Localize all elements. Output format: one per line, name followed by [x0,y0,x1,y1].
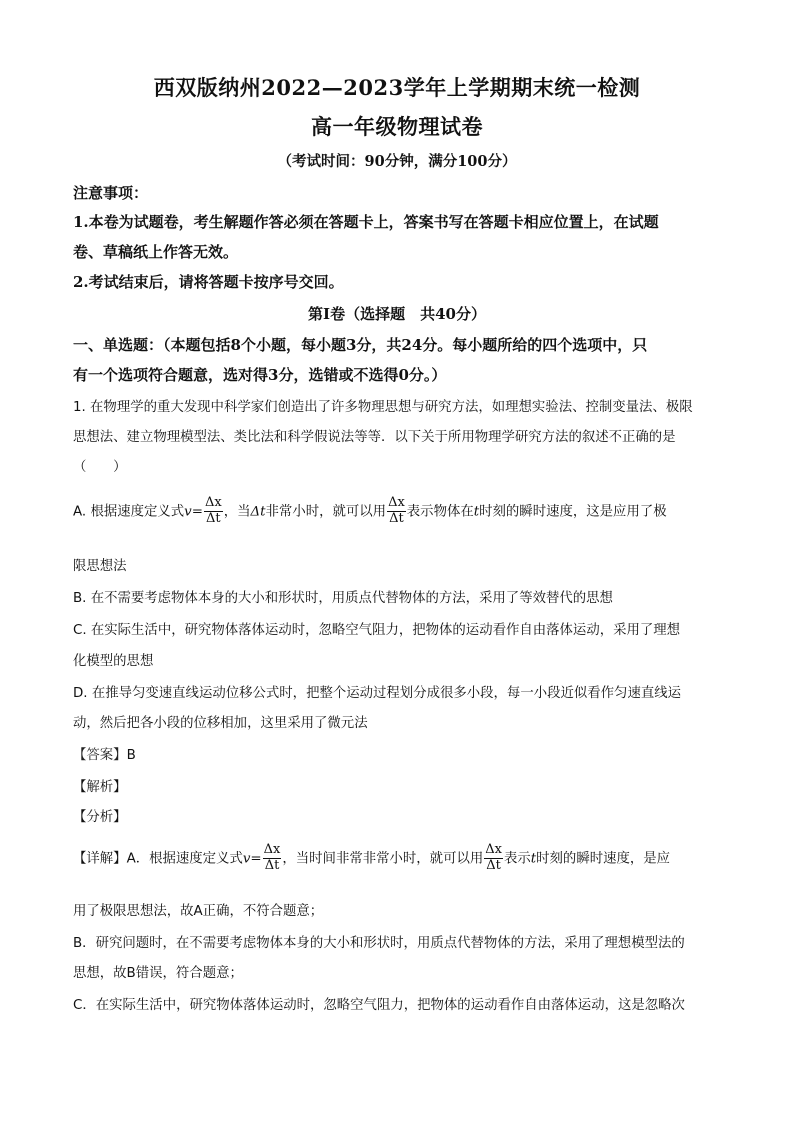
option-a-line-1 [73,496,723,527]
option-a-line-2: 限思想法 [73,559,127,574]
option-b: B. 在不需要考虑物体本身的大小和形状时，用质点代替物体的方法，采用了等效替代的思想 [73,591,613,606]
time-symbol: t [530,851,537,867]
answer-line [73,744,723,763]
question-1-stem-line-2: 思想法、建立物理模型法、类比法和科学假说法等等．以下关于所用物理学研究方法的叙述不正确的是 [73,430,676,445]
fraction-denominator: Δt [264,857,280,873]
answer-value: B [126,748,136,763]
delta-t-symbol: Δt [250,504,266,520]
fraction-numerator: Δx [388,495,405,510]
detail-a-text-1: A．根据速度定义式 [126,851,243,867]
fraction-numerator: Δx [263,842,281,857]
velocity-symbol: v= [184,504,203,520]
fraction-dx-dt-4 [484,843,503,874]
fraction-numerator: Δx [204,495,222,510]
velocity-symbol: v= [242,851,262,867]
fraction-dx-dt-3 [263,843,282,874]
option-d-line-2: 动，然后把各小段的位移相加，这里采用了微元法 [73,716,368,731]
option-a-text-5: 时刻的瞬时速度，这是应用了极 [479,504,667,520]
detail-a-text-4: 时刻的瞬时速度，是应 [536,851,671,867]
fraction-denominator: Δt [206,510,221,526]
exam-title: 西双版纳州2022—2023学年上学期期末统一检测 [153,75,641,100]
detail-b-line-2: 思想，故B错误，符合题意； [73,966,243,981]
option-a-text-4: 表示物体在 [406,504,474,520]
detail-c-line-1: C．在实际生活中，研究物体落体运动时，忽略空气阻力，把物体的运动看作自由落体运动，这是忽略次 [73,998,685,1013]
section-heading: 第I卷（选择题 共40分） [308,305,486,323]
fraction-denominator: Δt [389,510,404,526]
analysis-label: 【解析】 [73,780,127,795]
detail-a-line-1 [73,843,723,874]
option-a-text-1: A. 根据速度定义式 [73,504,185,520]
detail-a-text-3: 表示 [503,851,531,867]
option-c-line-1: C. 在实际生活中，研究物体落体运动时，忽略空气阻力，把物体的运动看作自由落体运动，采用了理想 [73,623,681,638]
fraction-dx-dt [204,496,223,527]
fraction-denominator: Δt [486,857,501,873]
part-instructions-line-1: 一、单选题：（本题包括8个小题，每小题3分，共24分。每小题所给的四个选项中，只 [73,336,648,354]
detail-a-text-2: ，当时间非常非常小时，就可以用 [282,851,484,867]
notes-heading: 注意事项： [73,184,149,202]
detail-a-line-2: 用了极限思想法，故A正确，不符合题意； [73,904,324,919]
notes-item-1-line-2: 卷、草稿纸上作答无效。 [73,243,239,261]
exam-subtitle: 高一年级物理试卷 [311,114,483,139]
option-a-text-3: 非常小时，就可以用 [265,504,387,520]
notes-item-1-line-1: 1.本卷为试题卷，考生解题作答必须在答题卡上，答案书写在答题卡相应位置上，在试题 [73,213,659,231]
detail-b-line-1: B．研究问题时，在不需要考虑物体本身的大小和形状时，用质点代替物体的方法，采用了理想模型法的 [73,936,685,951]
option-d-line-1: D. 在推导匀变速直线运动位移公式时，把整个运动过程划分成很多小段，每一小段近似看作匀速直线运 [73,686,682,701]
question-1-stem-line-1: 1. 在物理学的重大发现中科学家们创造出了许多物理思想与研究方法，如理想实验法、控制变量法、极限 [73,400,693,415]
part-instructions-line-2: 有一个选项符合题意，选对得3分，选错或不选得0分。） [73,366,447,384]
detail-label: 【详解】 [73,851,127,867]
option-a-text-2: ，当 [223,504,251,520]
exam-info: （考试时间：90分钟，满分100分） [277,153,517,170]
answer-label: 【答案】 [73,748,127,763]
fenxi-label: 【分析】 [73,810,127,825]
fraction-numerator: Δx [485,842,502,857]
notes-item-2: 2.考试结束后，请将答题卡按序号交回。 [73,273,344,291]
time-symbol: t [473,504,480,520]
option-c-line-2: 化模型的思想 [73,654,154,669]
fraction-dx-dt-2 [387,496,406,527]
question-1-stem-line-3: （ ） [73,460,127,475]
